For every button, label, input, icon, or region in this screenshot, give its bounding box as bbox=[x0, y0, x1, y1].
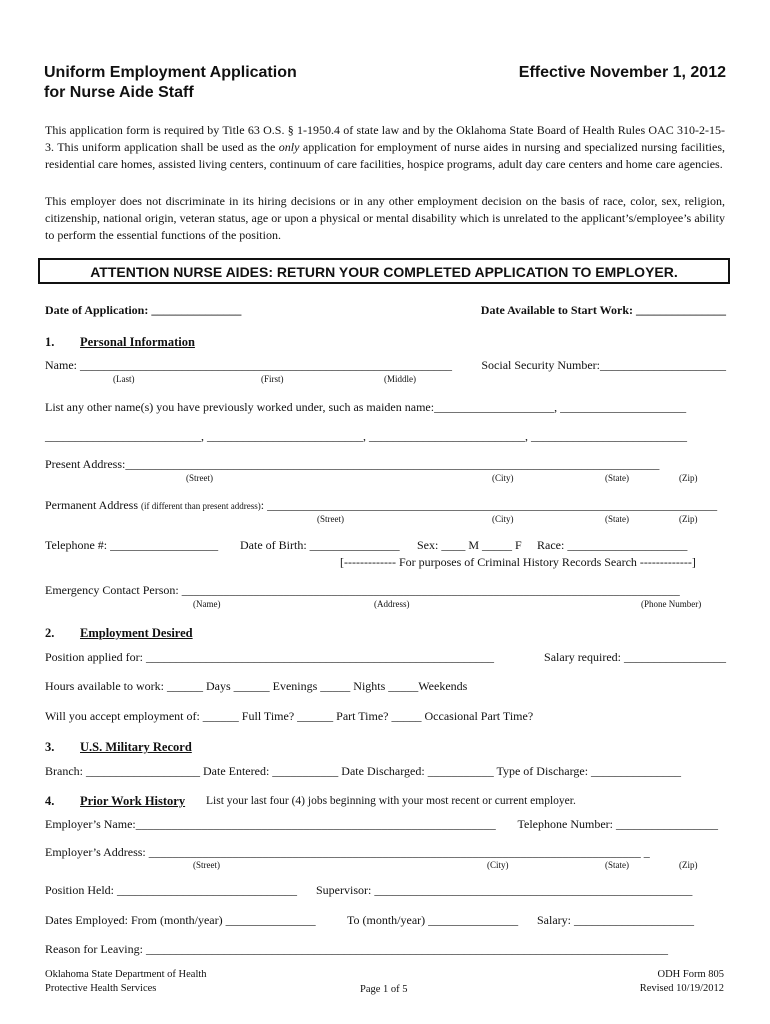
supervisor-field[interactable]: Supervisor: _____________________________________________________ bbox=[316, 883, 693, 897]
emergency-phone-label: (Phone Number) bbox=[641, 599, 702, 609]
other-names-field[interactable]: List any other name(s) you have previously worked under, such as maiden name:____________________, _____________________ bbox=[45, 400, 687, 414]
date-available-field[interactable]: Date Available to Start Work: _______________ bbox=[480, 303, 726, 317]
effective-date: Effective November 1, 2012 bbox=[518, 64, 726, 81]
intro-paragraph-1: This application form is required by Title 63 O.S. § 1-1950.4 of state law and by the Oklahoma State Board of Health Rules OAC 310-2-15-3. This uniform application shall be used as the only application for employment of nurse aides in nursing and specialized nursing facilities, residential care homes, assisted living centers, continuum of care facilities, hospice programs, adult day care centers and home care agencies. bbox=[45, 123, 726, 171]
name-last-label: (Last) bbox=[113, 374, 135, 384]
salary-required-field[interactable]: Salary required: _________________ bbox=[544, 650, 726, 664]
employer-address-field[interactable]: Employer’s Address: __________________________________________________________________________________ _ bbox=[45, 845, 650, 859]
ssn-field[interactable]: Social Security Number:_____________________ bbox=[481, 358, 726, 372]
footer-org-line1: Oklahoma State Department of Health bbox=[45, 969, 207, 980]
section-2-number: 2. bbox=[45, 626, 55, 640]
employer-name-field[interactable]: Employer’s Name:____________________________________________________________ bbox=[45, 817, 496, 831]
race-note: [------------- For purposes of Criminal History Records Search -------------] bbox=[340, 555, 696, 569]
date-of-birth-field[interactable]: Date of Birth: _______________ bbox=[240, 538, 400, 552]
attention-text: ATTENTION NURSE AIDES: RETURN YOUR COMPLETED APPLICATION TO EMPLOYER. bbox=[90, 264, 678, 280]
section-4-title: Prior Work History bbox=[80, 794, 186, 808]
footer-page-number: Page 1 of 5 bbox=[360, 984, 408, 995]
attention-box bbox=[38, 258, 730, 284]
present-street-label: (Street) bbox=[186, 473, 213, 483]
employer-phone-field[interactable]: Telephone Number: _________________ bbox=[517, 817, 718, 831]
date-of-application-field[interactable]: Date of Application: _______________ bbox=[45, 303, 242, 317]
present-city-label: (City) bbox=[492, 473, 514, 483]
position-held-field[interactable]: Position Held: ______________________________ bbox=[45, 883, 298, 897]
form-title-line1: Uniform Employment Application bbox=[44, 64, 297, 81]
section-1-title: Personal Information bbox=[80, 335, 195, 349]
military-record-field[interactable]: Branch: ___________________ Date Entered: ___________ Date Discharged: ___________ Type of Discharge: _______________ bbox=[45, 764, 682, 778]
other-names-line-2[interactable]: __________________________, __________________________, __________________________, __________________________ bbox=[45, 429, 687, 443]
section-3-number: 3. bbox=[45, 740, 55, 754]
employer-zip-label: (Zip) bbox=[679, 860, 698, 870]
position-applied-field[interactable]: Position applied for: __________________________________________________________ bbox=[45, 650, 494, 664]
intro-paragraph-2: This employer does not discriminate in its hiring decisions or in any other employment decision on the basis of race, color, sex, religion, citizenship, national origin, veteran status, age or upon a physical or mental disability which is unrelated to the applicant’s/employee’s ability to perform the essential functions of the position. bbox=[45, 194, 725, 242]
present-zip-label: (Zip) bbox=[679, 473, 698, 483]
race-field[interactable]: Race: ____________________ bbox=[537, 538, 688, 552]
permanent-street-label: (Street) bbox=[317, 514, 344, 524]
section-4-number: 4. bbox=[45, 794, 55, 808]
footer-revised-date: Revised 10/19/2012 bbox=[639, 983, 724, 994]
salary-field[interactable]: Salary: ____________________ bbox=[537, 913, 694, 927]
section-1-number: 1. bbox=[45, 335, 55, 349]
present-address-field[interactable]: Present Address:_________________________________________________________________________________________ bbox=[45, 457, 660, 471]
permanent-zip-label: (Zip) bbox=[679, 514, 698, 524]
hours-available-field[interactable]: Hours available to work: ______ Days ______ Evenings _____ Nights _____Weekends bbox=[45, 679, 468, 693]
emergency-address-label: (Address) bbox=[374, 599, 410, 609]
telephone-field[interactable]: Telephone #: __________________ bbox=[45, 538, 219, 552]
form-title-line2: for Nurse Aide Staff bbox=[44, 84, 194, 101]
name-middle-label: (Middle) bbox=[384, 374, 416, 384]
footer-form-number: ODH Form 805 bbox=[657, 969, 724, 980]
section-3-title: U.S. Military Record bbox=[80, 740, 192, 754]
employer-street-label: (Street) bbox=[193, 860, 220, 870]
sex-field[interactable]: Sex: ____ M _____ F bbox=[417, 538, 522, 552]
section-2-title: Employment Desired bbox=[80, 626, 193, 640]
section-4-instruction: List your last four (4) jobs beginning with your most recent or current employer. bbox=[206, 795, 576, 807]
emergency-name-label: (Name) bbox=[193, 599, 221, 609]
permanent-city-label: (City) bbox=[492, 514, 514, 524]
name-first-label: (First) bbox=[261, 374, 284, 384]
permanent-address-field[interactable]: Permanent Address (if different than present address): ___________________________________________________________________________ bbox=[45, 498, 718, 512]
permanent-state-label: (State) bbox=[605, 514, 629, 524]
emergency-contact-field[interactable]: Emergency Contact Person: ___________________________________________________________________________________ bbox=[45, 583, 680, 597]
employer-city-label: (City) bbox=[487, 860, 509, 870]
present-state-label: (State) bbox=[605, 473, 629, 483]
reason-for-leaving-field[interactable]: Reason for Leaving: _______________________________________________________________________________________ bbox=[45, 942, 668, 956]
accept-employment-field[interactable]: Will you accept employment of: ______ Full Time? ______ Part Time? _____ Occasional Part Time? bbox=[45, 709, 534, 723]
name-field[interactable]: Name: ______________________________________________________________ bbox=[45, 358, 452, 372]
footer-org-line2: Protective Health Services bbox=[45, 983, 157, 994]
dates-employed-from-field[interactable]: Dates Employed: From (month/year) _______________ bbox=[45, 913, 316, 927]
dates-employed-to-field[interactable]: To (month/year) _______________ bbox=[347, 913, 519, 927]
employer-state-label: (State) bbox=[605, 860, 629, 870]
